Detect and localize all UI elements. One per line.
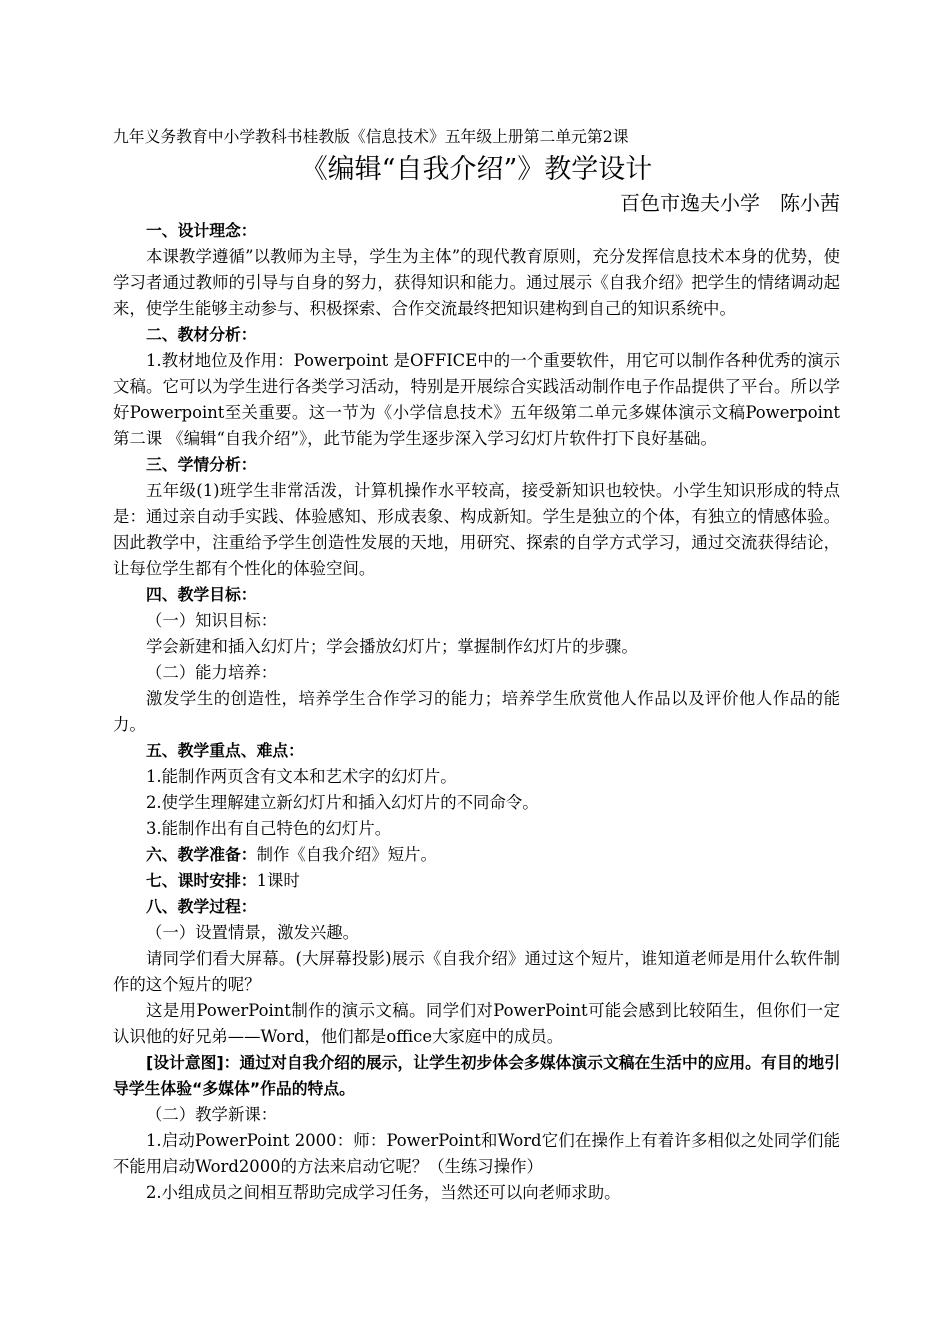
section-8-sub-2: （二）教学新课： [146, 1105, 278, 1124]
section-4-heading: 四、教学目标： [146, 585, 257, 604]
section-8-para-1: 请同学们看大屏幕。(大屏幕投影)展示《自我介绍》通过这个短片，谁知道老师是用什么软件制作的这个短片的呢？ [113, 949, 840, 994]
section-2-heading: 二、教材分析： [146, 325, 257, 344]
section-4-sub-2: （二）能力培养： [146, 663, 278, 682]
section-5-item: 3.能制作出有自己特色的幻灯片。 [146, 819, 392, 838]
section-8-para-4: 2.小组成员之间相互帮助完成学习任务，当然还可以向老师求助。 [146, 1183, 621, 1202]
section-5-item: 1.能制作两页含有文本和艺术字的幻灯片。 [146, 767, 457, 786]
section-3-heading: 三、学情分析： [146, 455, 257, 474]
section-7-text: 1课时 [256, 871, 300, 890]
section-4-body-1: 学会新建和插入幻灯片；学会播放幻灯片；掌握制作幻灯片的步骤。 [146, 637, 638, 656]
section-6-heading: 六、教学准备： [146, 845, 257, 864]
section-4-body-2: 激发学生的创造性，培养学生合作学习的能力；培养学生欣赏他人作品以及评价他人作品的能力。 [113, 689, 840, 734]
section-6-text: 制作《自我介绍》短片。 [256, 845, 437, 864]
section-6-line [113, 842, 840, 868]
section-3-body: 五年级(1)班学生非常活泼，计算机操作水平较高，接受新知识也较快。小学生知识形成的特点是：通过亲自动手实践、体验感知、形成表象、构成新知。学生是独立的个体，有独立的情感体验。因此教学中，注重给予学生创造性发展的天地，用研究、探索的自学方式学习，通过交流获得结论，让每位学生都有个性化的体验空间。 [113, 481, 840, 578]
section-8-sub-1: （一）设置情景，激发兴趣。 [146, 923, 360, 942]
section-4-sub-1: （一）知识目标： [146, 611, 278, 630]
design-intent: [设计意图]：通过对自我介绍的展示，让学生初步体会多媒体演示文稿在生活中的应用。有目的地引导学生体验“多媒体”作品的特点。 [113, 1053, 840, 1098]
section-7-line [113, 868, 840, 894]
section-7-heading: 七、课时安排： [146, 871, 257, 890]
section-8-para-2: 这是用PowerPoint制作的演示文稿。同学们对PowerPoint可能会感到比较陌生，但你们一定认识他的好兄弟——Word，他们都是office大家庭中的成员。 [113, 1001, 840, 1046]
section-5-item: 2.使学生理解建立新幻灯片和插入幻灯片的不同命令。 [146, 793, 539, 812]
author-line: 百色市逸夫小学 陈小茜 [620, 191, 840, 215]
section-1-heading: 一、设计理念： [146, 221, 257, 240]
section-1-body: 本课教学遵循”以教师为主导，学生为主体”的现代教育原则，充分发挥信息技术本身的优势，使学习者通过教师的引导与自身的努力，获得知识和能力。通过展示《自我介绍》把学生的情绪调动起来，使学生能够主动参与、积极探索、合作交流最终把知识建构到自己的知识系统中。 [113, 247, 840, 318]
section-8-para-3: 1.启动PowerPoint 2000：师：PowerPoint和Word它们在操作上有着许多相似之处同学们能不能用启动Word2000的方法来启动它呢？（生练习操作） [113, 1131, 840, 1176]
document-title: 《编辑“自我介绍”》教学设计 [300, 154, 653, 185]
section-8-heading: 八、教学过程： [146, 897, 257, 916]
document-page [113, 124, 840, 1206]
series-line: 九年义务教育中小学教科书桂教版《信息技术》五年级上册第二单元第2课 [113, 127, 629, 146]
section-2-body: 1.教材地位及作用：Powerpoint 是OFFICE中的一个重要软件，用它可以制作各种优秀的演示文稿。它可以为学生进行各类学习活动，特别是开展综合实践活动制作电子作品提供了平台。所以学好Powerpoint至关重要。这一节为《小学信息技术》五年级第二单元多媒体演示文稿Powerpoint 第二课 《编辑“自我介绍”》，此节能为学生逐步深入学习幻灯片软件打下良好基础。 [113, 351, 840, 448]
section-5-heading: 五、教学重点、难点： [146, 741, 304, 760]
